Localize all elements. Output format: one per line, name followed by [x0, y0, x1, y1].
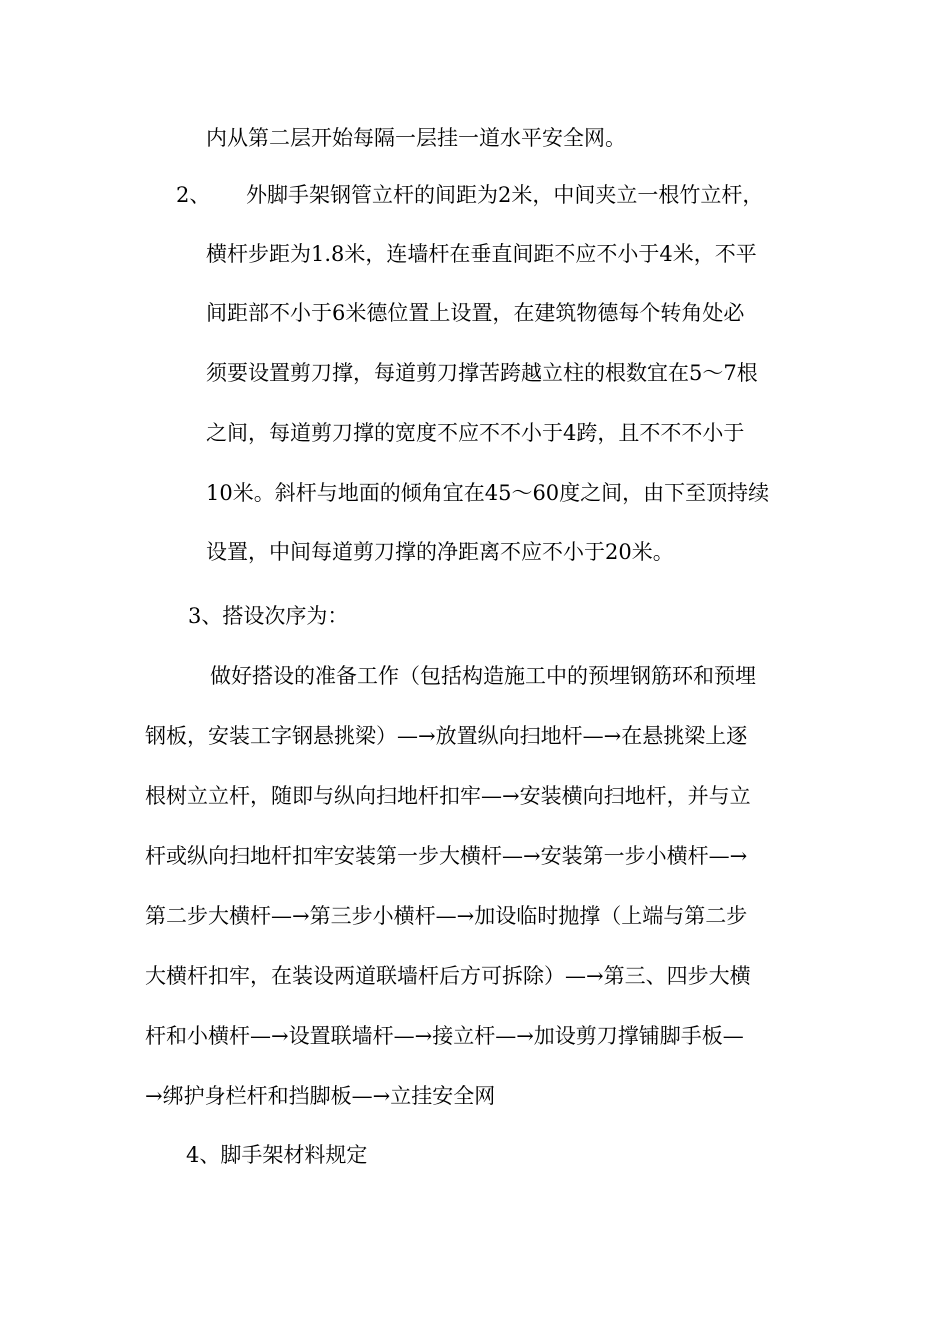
paragraph-line: 根树立立杆，随即与纵向扫地杆扣牢—→安装横向扫地杆，并与立	[145, 784, 751, 808]
paragraph-line: 钢板，安装工字钢悬挑梁）—→放置纵向扫地杆—→在悬挑梁上逐	[145, 724, 748, 748]
section-heading: 3、搭设次序为：	[188, 604, 349, 628]
list-item-line: 设置，中间每道剪刀撑的净距离不应不小于20米。	[206, 540, 674, 564]
paragraph-line: 大横杆扣牢，在装设两道联墙杆后方可拆除）—→第三、四步大横	[145, 964, 751, 988]
list-item-line: 须要设置剪刀撑，每道剪刀撑苦跨越立柱的根数宜在5～7根	[206, 361, 758, 385]
paragraph-line: 杆和小横杆—→设置联墙杆—→接立杆—→加设剪刀撑铺脚手板—	[145, 1024, 744, 1048]
section-heading: 4、脚手架材料规定	[186, 1143, 368, 1167]
list-number: 2、	[176, 183, 211, 207]
list-item-line: 横杆步距为1.8米，连墙杆在垂直间距不应不小于4米，不平	[206, 242, 757, 266]
paragraph-line: 第二步大横杆—→第三步小横杆—→加设临时抛撑（上端与第二步	[145, 904, 748, 928]
list-item-line: 间距部不小于6米德位置上设置，在建筑物德每个转角处必	[206, 301, 745, 325]
paragraph-line: 内从第二层开始每隔一层挂一道水平安全网。	[206, 126, 626, 150]
paragraph-line: 做好搭设的准备工作（包括构造施工中的预埋钢筋环和预埋	[210, 664, 756, 688]
list-item-line: 外脚手架钢管立杆的间距为2米，中间夹立一根竹立杆，	[246, 183, 764, 207]
list-item-line: 之间，每道剪刀撑的宽度不应不不小于4跨，且不不不小于	[206, 421, 745, 445]
paragraph-line: →绑护身栏杆和挡脚板—→立挂安全网	[145, 1084, 496, 1108]
list-item-line: 10米。斜杆与地面的倾角宜在45～60度之间，由下至顶持续	[206, 481, 770, 505]
paragraph-line: 杆或纵向扫地杆扣牢安装第一步大横杆—→安装第一步小横杆—→	[145, 844, 748, 868]
